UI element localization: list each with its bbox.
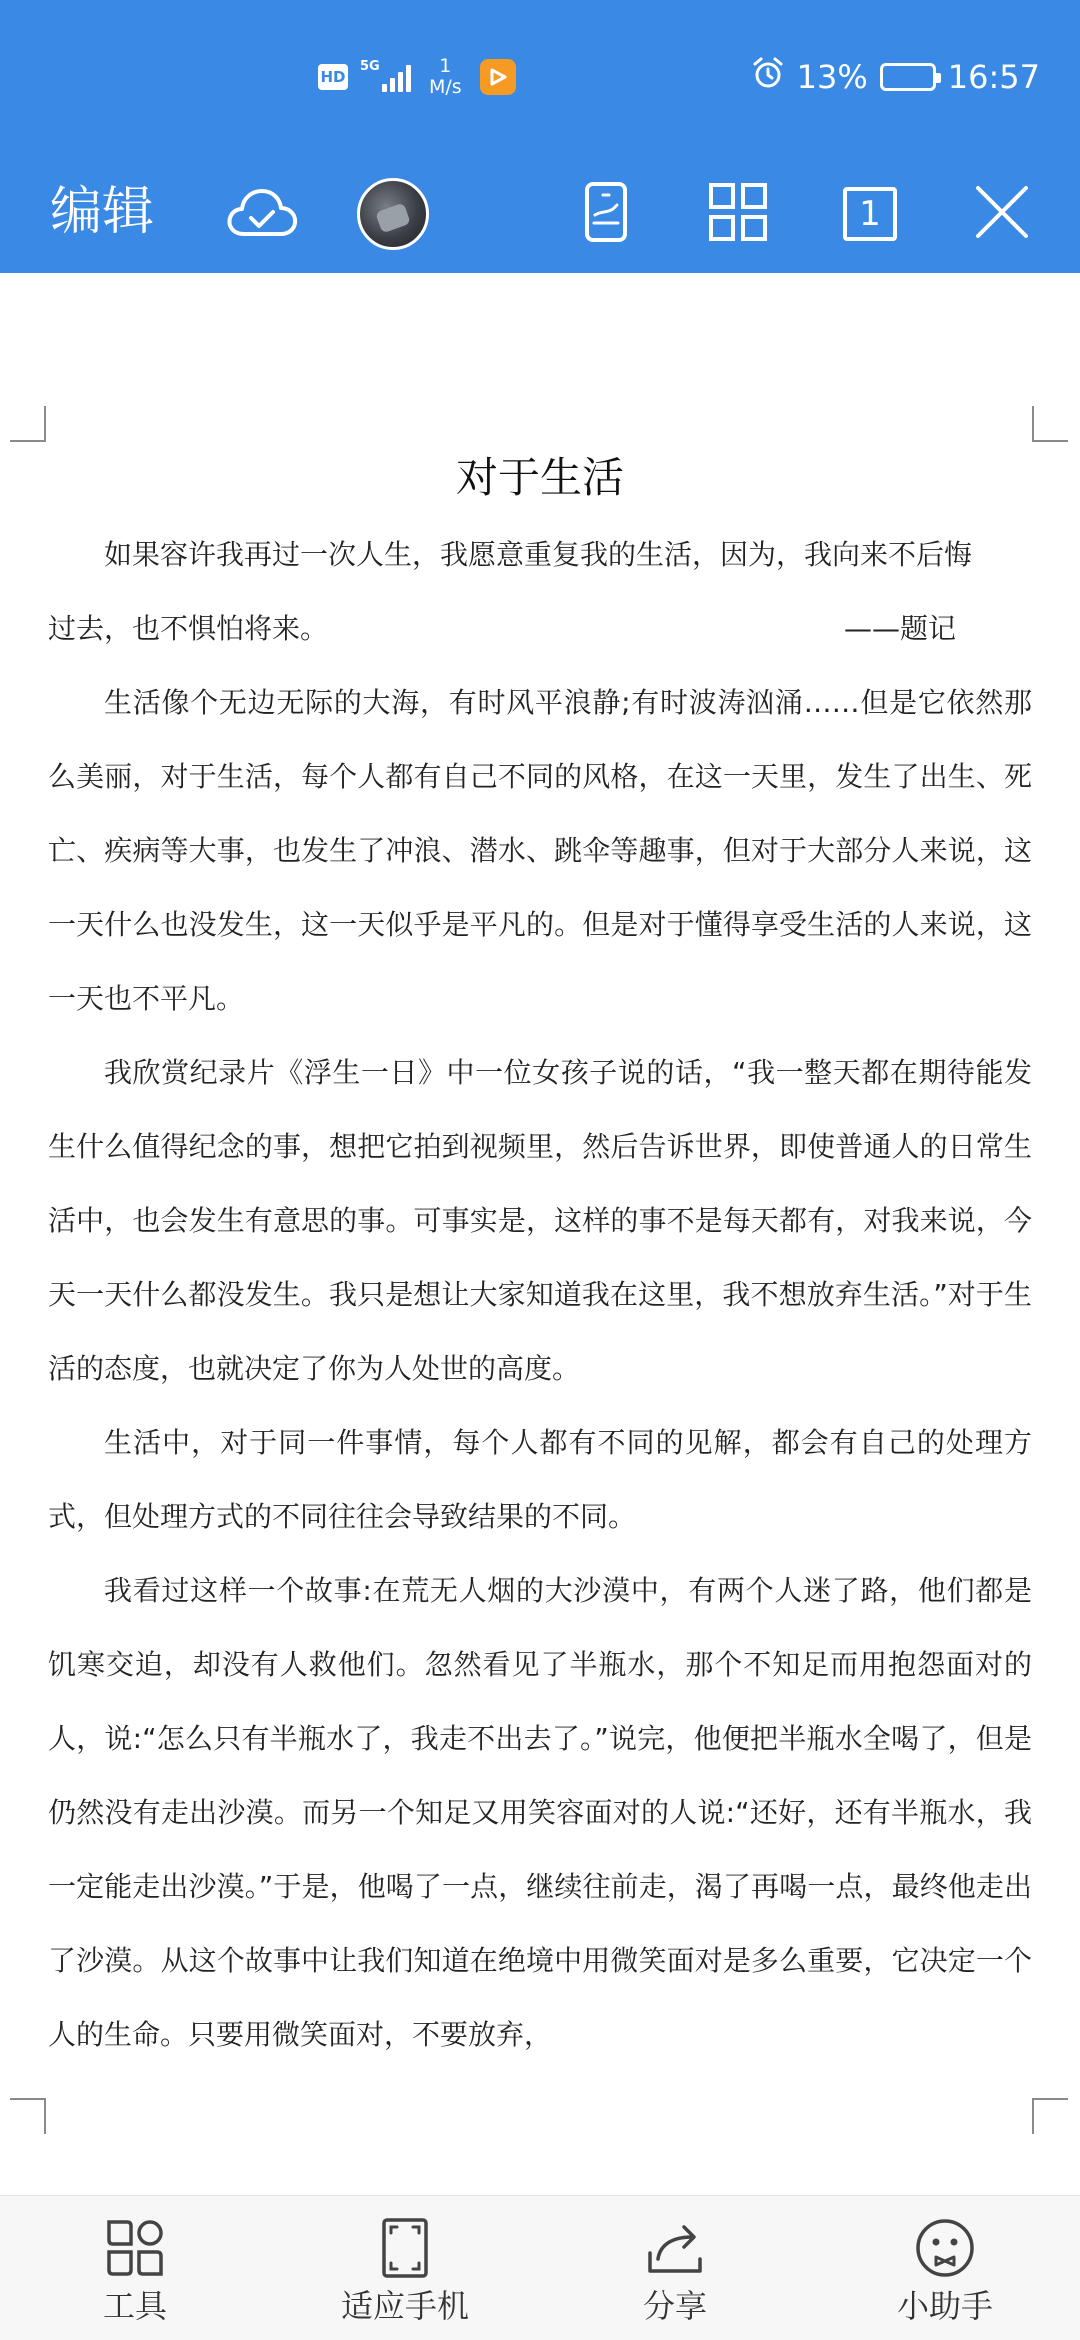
status-right	[751, 56, 1040, 98]
epigraph-line	[48, 592, 1032, 666]
assistant-icon	[913, 2216, 977, 2280]
paragraph: 生活中，对于同一件事情，每个人都有不同的见解，都会有自己的处理方式，但处理方式的不同往往会导致结果的不同。	[48, 1426, 1032, 1533]
document-page[interactable]	[0, 273, 1080, 2195]
hd-icon: HD	[318, 64, 348, 90]
avatar	[357, 178, 429, 250]
page-number-icon: 1	[843, 187, 897, 241]
paragraph: 我欣赏纪录片《浮生一日》中一位女孩子说的话，“我一整天都在期待能发生什么值得纪念的事，想把它拍到视频里，然后告诉世界，即使普通人的日常生活中，也会发生有意思的事。可事实是，这样的事不是每天都有，对我来说，今天一天什么都没发生。我只是想让大家知道我在这里，我不想放弃生活。”对于生活的态度，也就决定了你为人处世的高度。	[48, 1056, 1032, 1385]
bottom-toolbar	[0, 2195, 1080, 2340]
document-body	[48, 518, 1032, 2072]
paragraph: 我看过这样一个故事:在荒无人烟的大沙漠中，有两个人迷了路，他们都是饥寒交迫，却没有人救他们。忽然看见了半瓶水，那个不知足而用抱怨面对的人，说:“怎么只有半瓶水了，我走不出去了。”说完，他便把半瓶水全喝了，但是仍然没有走出沙漠。而另一个知足又用笑容面对的人说:“还好，还有半瓶水，我一定能走出沙漠。”于是，他喝了一点，继续往前走，渴了再喝一点，最终他走出了沙漠。从这个故事中让我们知道在绝境中用微笑面对是多么重要，它决定一个人的生命。只要用微笑面对，不要放弃，	[48, 1574, 1032, 2051]
margin-corner-bottom-left	[10, 2098, 46, 2134]
share-label: 分享	[642, 2287, 707, 2325]
paragraph: 生活像个无边无际的大海，有时风平浪静;有时波涛汹涌……但是它依然那么美丽，对于生活，每个人都有自己不同的风格，在这一天里，发生了出生、死亡、疾病等大事，也发生了冲浪、潜水、跳伞等趣事，但对于大部分人来说，这一天什么也没发生，这一天似乎是平凡的。但是对于懂得享受生活的人来说，这一天也不平凡。	[48, 686, 1032, 1015]
document-title: 对于生活	[455, 453, 624, 502]
grid-view-icon	[708, 182, 768, 246]
network-type: 5G	[360, 59, 380, 74]
page-number-button[interactable]	[825, 169, 915, 259]
margin-corner-bottom-right	[1032, 2098, 1068, 2134]
phone-read-mode-button[interactable]	[561, 169, 651, 259]
share-icon	[643, 2216, 707, 2280]
status-bar	[0, 0, 1080, 155]
user-avatar-button[interactable]	[348, 169, 438, 259]
video-app-notification-icon	[480, 59, 516, 95]
epigraph-signature: ——题记	[843, 612, 956, 645]
battery-icon	[880, 63, 936, 91]
battery-percent: 13%	[796, 58, 868, 96]
fit-phone-button[interactable]	[270, 2196, 540, 2340]
fit-phone-label: 适应手机	[340, 2287, 469, 2325]
grid-view-button[interactable]	[693, 169, 783, 259]
edit-button[interactable]: 编辑	[50, 182, 155, 242]
share-button[interactable]	[540, 2196, 810, 2340]
status-left	[318, 56, 516, 98]
speed-value: 1	[439, 55, 452, 77]
tools-icon	[103, 2216, 167, 2280]
assistant-button[interactable]	[810, 2196, 1080, 2340]
alarm-icon	[751, 56, 785, 98]
clock: 16:57	[947, 58, 1040, 96]
tools-label: 工具	[102, 2287, 167, 2325]
epigraph-text-end: 过去，也不惧怕将来。	[48, 612, 329, 645]
margin-corner-top-left	[10, 406, 46, 442]
margin-corner-top-right	[1032, 406, 1068, 442]
close-icon	[974, 184, 1030, 244]
phone-read-icon	[583, 181, 629, 247]
fit-phone-icon	[373, 2216, 437, 2280]
app-toolbar	[0, 155, 1080, 273]
tools-button[interactable]	[0, 2196, 270, 2340]
cloud-sync-button[interactable]	[217, 169, 307, 259]
speed-unit: M/s	[429, 76, 462, 98]
assistant-label: 小助手	[896, 2287, 993, 2325]
close-button[interactable]	[957, 169, 1047, 259]
cloud-sync-icon	[224, 182, 300, 246]
network-speed	[429, 56, 462, 98]
epigraph-text: 如果容许我再过一次人生，我愿意重复我的生活，因为，我向来不后悔	[104, 538, 973, 571]
signal-icon	[360, 59, 411, 92]
